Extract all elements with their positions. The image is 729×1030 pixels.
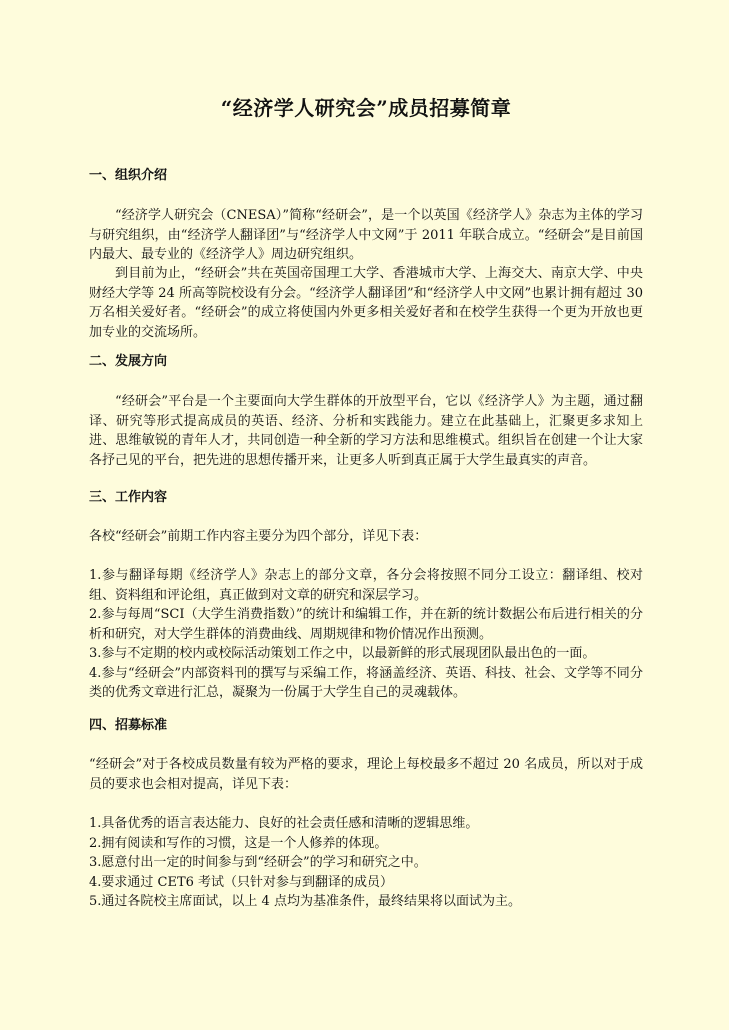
section-heading-standards: 四、招募标准	[89, 718, 168, 733]
list-item: 1.具备优秀的语言表达能力、良好的社会责任感和清晰的逻辑思维。	[89, 816, 479, 831]
list-item: 3.参与不定期的校内或校际活动策划工作之中，以最新鲜的形式展现团队最出色的一面。	[89, 646, 596, 661]
page-title: “经济学人研究会”成员招募简章	[220, 96, 512, 120]
list-item: 5.通过各院校主席面试，以上 4 点均为基准条件，最终结果将以面试为主。	[89, 894, 521, 909]
document-page	[89, 0, 643, 1030]
list-item: 2.拥有阅读和写作的习惯，这是一个人修养的体现。	[89, 835, 388, 851]
organization-paragraph-1: “经济学人研究会（CNESA）”简称“经研会”，是一个以英国《经济学人》杂志为主体的学习与研究组织，由“经济学人翻译团”与“经济学人中文网”于 2011 年联合成立。“经研会”是目前国内最大、最专业的《经济学人》周边研究组织。	[89, 208, 643, 262]
section-heading-direction: 二、发展方向	[89, 354, 168, 369]
work-list	[89, 566, 643, 703]
list-item: 4.参与“经研会”内部资料刊的撰写与采编工作，将涵盖经济、英语、科技、社会、文学等不同分类的优秀文章进行汇总，凝聚为一份属于大学生自己的灵魂载体。	[89, 665, 643, 700]
organization-paragraph-2: 到目前为止，“经研会”共在英国帝国理工大学、香港城市大学、上海交大、南京大学、中央财经大学等 24 所高等院校设有分会。“经济学人翻译团”和“经济学人中文网”也累计拥有超过 30 万名相关爱好者。“经研会”的成立将使国内外更多相关爱好者和在校学生获得一个更为开放也更加专业的交流场所。	[89, 266, 643, 340]
section-heading-organization: 一、组织介绍	[89, 168, 168, 183]
list-item: 3.愿意付出一定的时间参与到“经研会”的学习和研究之中。	[89, 855, 427, 870]
list-item: 1.参与翻译每期《经济学人》杂志上的部分文章，各分会将按照不同分工设立：翻译组、校对组、资料组和评论组，真正做到对文章的研究和深层学习。	[89, 568, 643, 603]
list-item: 2.参与每周“SCI（大学生消费指数）”的统计和编辑工作，并在新的统计数据公布后进行相关的分析和研究，对大学生群体的消费曲线、周期规律和物价情况作出预测。	[89, 607, 643, 642]
standards-intro: “经研会”对于各校成员数量有较为严格的要求，理论上每校最多不超过 20 名成员，所以对于成员的要求也会相对提高，详见下表：	[89, 757, 643, 792]
list-item: 4.要求通过 CET6 考试（只针对参与到翻译的成员）	[89, 874, 394, 890]
direction-paragraph: “经研会”平台是一个主要面向大学生群体的开放型平台，它以《经济学人》为主题，通过翻译、研究等形式提高成员的英语、经济、分析和实践能力。建立在此基础上，汇聚更多求知上进、思维敏锐的青年人才，共同创造一种全新的学习方法和思维模式。组织旨在创建一个让大家各抒己见的平台，把先进的思想传播开来，让更多人听到真正属于大学生最真实的声音。	[89, 394, 643, 468]
work-intro: 各校“经研会”前期工作内容主要分为四个部分，详见下表：	[89, 529, 428, 544]
section-heading-work: 三、工作内容	[89, 490, 168, 505]
standards-list	[89, 814, 643, 912]
